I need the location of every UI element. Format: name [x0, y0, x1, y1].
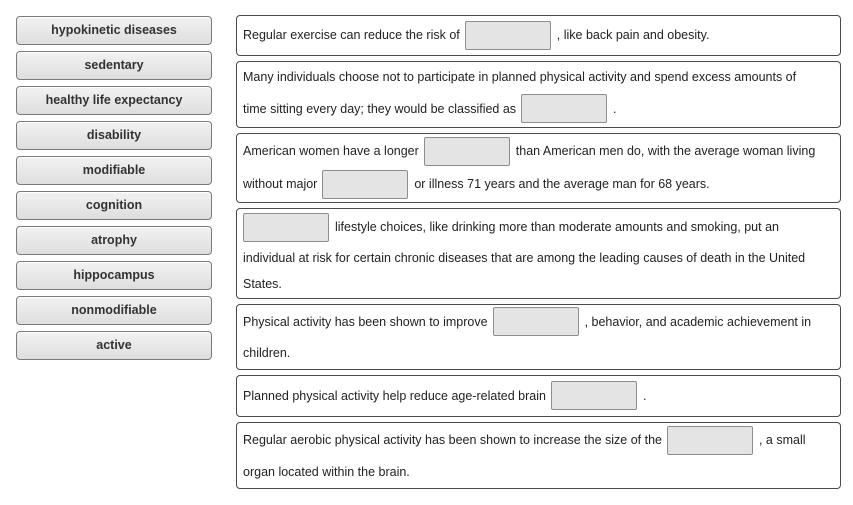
- word-bank: [16, 16, 212, 366]
- question-6-text-after: .: [642, 388, 647, 403]
- question-2-text-line1: Many individuals choose not to participate in planned physical activity and spend excess amounts of: [243, 70, 797, 84]
- question-4-text-after: lifestyle choices, like drinking more than moderate amounts and smoking, put an: [335, 220, 779, 234]
- question-4-text-line3: States.: [243, 277, 282, 291]
- word-tile-healthy-life-expectancy[interactable]: healthy life expectancy: [16, 86, 212, 115]
- question-5: [236, 304, 841, 370]
- question-6-text-before: Planned physical activity help reduce age-related brain: [243, 388, 546, 403]
- word-tile-active[interactable]: active: [16, 331, 212, 360]
- question-7-text-after: , a small: [758, 433, 806, 447]
- question-6: [236, 375, 841, 417]
- question-7-text-line2: organ located within the brain.: [243, 464, 410, 479]
- word-tile-cognition[interactable]: cognition: [16, 191, 212, 220]
- question-3-text-after: or illness 71 years and the average man for 68 years.: [414, 177, 710, 191]
- question-7: [236, 422, 841, 489]
- question-2-text-after: .: [613, 101, 617, 116]
- question-3-drop-blank-1[interactable]: [424, 137, 510, 166]
- question-1-text-before: Regular exercise can reduce the risk of: [243, 28, 460, 42]
- question-list: [236, 15, 841, 494]
- word-tile-hypokinetic-diseases[interactable]: hypokinetic diseases: [16, 16, 212, 45]
- question-3-drop-blank-2[interactable]: [322, 170, 408, 199]
- question-3-text-before: American women have a longer: [243, 144, 419, 158]
- question-4: [236, 208, 841, 299]
- question-5-text-before: Physical activity has been shown to improve: [243, 314, 488, 329]
- question-5-text-after: , behavior, and academic achievement in: [584, 314, 812, 329]
- question-5-drop-blank[interactable]: [493, 307, 579, 336]
- word-tile-sedentary[interactable]: sedentary: [16, 51, 212, 80]
- question-7-text-before: Regular aerobic physical activity has been shown to increase the size of the: [243, 433, 662, 447]
- question-2: [236, 61, 841, 128]
- word-tile-nonmodifiable[interactable]: nonmodifiable: [16, 296, 212, 325]
- question-7-drop-blank[interactable]: [667, 426, 753, 455]
- word-tile-disability[interactable]: disability: [16, 121, 212, 150]
- question-1: [236, 15, 841, 56]
- question-2-drop-blank[interactable]: [521, 94, 607, 123]
- question-3: [236, 133, 841, 203]
- question-4-text-line2: individual at risk for certain chronic diseases that are among the leading causes of death in the United: [243, 251, 806, 265]
- question-3-text-line2-before: without major: [243, 177, 318, 191]
- word-tile-modifiable[interactable]: modifiable: [16, 156, 212, 185]
- question-3-text-middle: than American men do, with the average woman living: [515, 144, 816, 158]
- word-tile-atrophy[interactable]: atrophy: [16, 226, 212, 255]
- question-6-drop-blank[interactable]: [551, 381, 637, 410]
- question-2-text-before: time sitting every day; they would be classified as: [243, 101, 517, 116]
- question-1-text-after: , like back pain and obesity.: [556, 28, 710, 42]
- question-5-text-line2: children.: [243, 345, 291, 360]
- question-4-drop-blank[interactable]: [243, 213, 329, 242]
- question-1-drop-blank[interactable]: [465, 21, 551, 50]
- word-tile-hippocampus[interactable]: hippocampus: [16, 261, 212, 290]
